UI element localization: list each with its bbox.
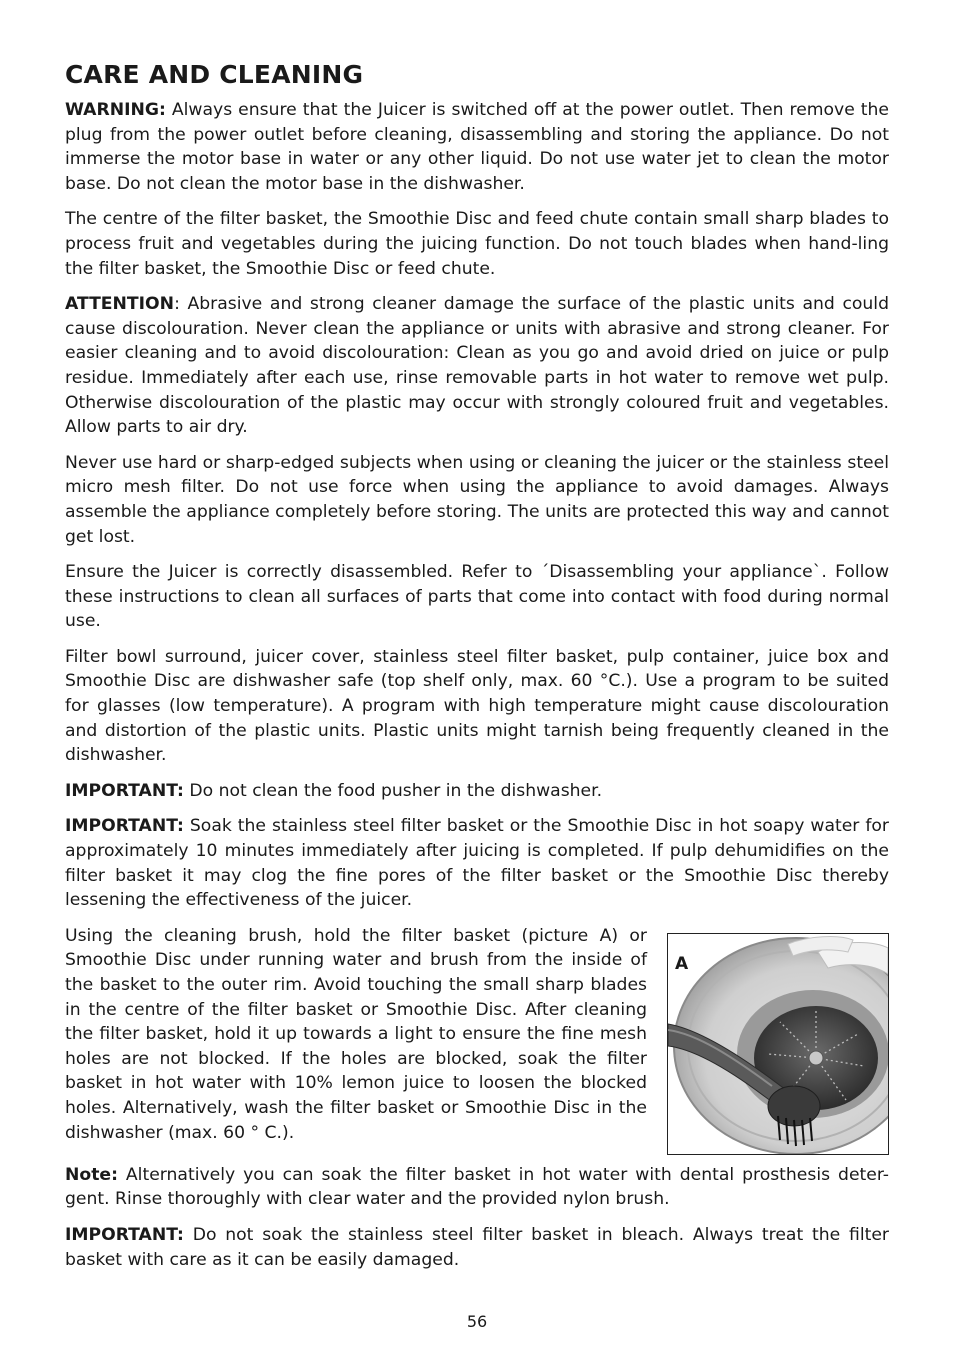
note-label: Note: xyxy=(65,1164,118,1185)
brush-paragraph: Using the cleaning brush, hold the filter basket (picture A) or Smoothie Disc under running water and brush from the inside of the basket to the outer rim. Avoid touching the small sharp blades in the centre of the filter basket or Smoothie Disc. After cleaning the filter basket, hold it up towards a light to ensure the fine mesh holes are not blocked. If the holes are blocked, soak the filter basket in hot water with 10% lemon juice to loosen the blocked holes. Alternatively, wash the filter basket or Smoothie Disc in the dishwasher (max. 60 ° C.). xyxy=(65,925,647,1143)
note-paragraph xyxy=(65,1163,889,1212)
important-text: Soak the stainless steel filter basket or the Smoothie Disc in hot soapy water for approximately 10 minutes immediately after juicing is completed. If pulp dehumidifies on the filter basket it may clog the fine pores of the filter basket or the Smoothie Disc thereby lessening the effectiveness of the juicer. xyxy=(65,816,889,911)
important-text: Do not soak the stainless steel filter basket in bleach. Always treat the filter basket with care as it can be easily damaged. xyxy=(65,1225,889,1270)
important-bleach-paragraph xyxy=(65,1223,889,1272)
dishwasher-paragraph: Filter bowl surround, juicer cover, stainless steel filter basket, pulp container, juice box and Smoothie Disc are dishwasher safe (top shelf only, max. 60 °C.). Use a program to be suited for glasses (low temperature). A program with high temperature might cause discolouration and distortion of the plastic units. Plastic units might tarnish being frequently cleaned in the dishwasher. xyxy=(65,646,889,766)
important-food-pusher xyxy=(65,779,889,804)
important-label: IMPORTANT: xyxy=(65,816,184,837)
warning-label: WARNING: xyxy=(65,100,166,120)
attention-label: ATTENTION xyxy=(65,294,175,315)
important-soak-paragraph xyxy=(65,814,889,912)
important-label: IMPORTANT: xyxy=(65,1225,184,1245)
important-label: IMPORTANT: xyxy=(65,780,184,801)
page-number: 56 xyxy=(466,1312,488,1331)
warning-text: Always ensure that the Juicer is switched off at the power outlet. Then remove the plug from the power outlet before cleaning, disassembling and storing the appliance. Do not immerse the motor base in water or any other liquid. Do not use water jet to clean the motor base. Do not clean the motor base in the dishwasher. xyxy=(65,100,889,194)
figure-label: A xyxy=(675,953,689,974)
warning-paragraph xyxy=(65,98,889,196)
blades-paragraph: The centre of the filter basket, the Smoothie Disc and feed chute contain small sharp blades to process fruit and vegetables during the juicing function. Do not touch blades when hand-ling the filter basket, the Smoothie Disc or feed chute. xyxy=(65,209,889,279)
attention-text: : Abrasive and strong cleaner damage the surface of the plastic units and could cause discolouration. Never clean the appliance or units with abrasive and strong cleaner. For easier cleaning and to avoid discolouration: Clean as you go and avoid dried on juice or pulp residue. Immediately after each use, rinse removable parts in hot water to remove wet pulp. Otherwise discolouration of the plastic may occur with strongly coloured fruit and vegetables. Allow parts to air dry. xyxy=(65,294,889,438)
important-text: Do not clean the food pusher in the dishwasher. xyxy=(183,780,603,801)
filter-basket-illustration xyxy=(668,934,888,1154)
page-title: CARE AND CLEANING xyxy=(65,60,364,89)
figure-a-cleaning-brush xyxy=(667,933,889,1155)
disassembled-paragraph: Ensure the Juicer is correctly disassembled. Refer to ´Disassembling your appliance`. Follow these instructions to clean all surfaces of parts that come into contact with food during normal use. xyxy=(65,562,889,632)
sharp-objects-paragraph: Never use hard or sharp-edged subjects when using or cleaning the juicer or the stainless steel micro mesh filter. Do not use force when using the appliance to avoid damages. Always assemble the appliance completely before storing. The units are protected this way and cannot get lost. xyxy=(65,452,889,547)
attention-paragraph xyxy=(65,292,889,440)
note-text: Alternatively you can soak the filter basket in hot water with dental prosthesis deter-gent. Rinse thoroughly with clear water and the provided nylon brush. xyxy=(65,1164,889,1210)
page-content xyxy=(65,58,889,1283)
